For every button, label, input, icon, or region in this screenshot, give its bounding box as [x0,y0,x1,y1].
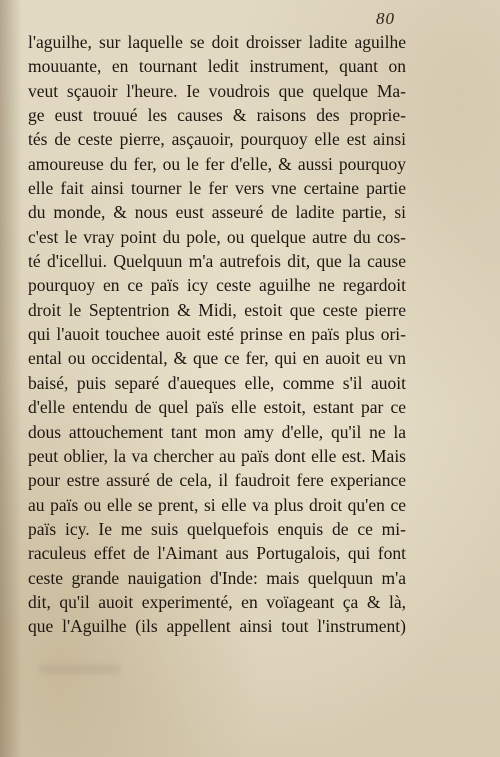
text-line: droit le Septentrion & Midi, estoit que ceste pierre [28,299,406,320]
text-line: ceste grande nauigation d'Inde: mais quelquun m'a [28,567,406,588]
text-line: qui l'auoit touchee auoit esté prinse en païs plus ori- [28,324,406,345]
text-line: veut sçauoir l'heure. Ie voudrois que quelque Ma- [28,80,406,101]
text-line: d'elle entendu de quel païs elle estoit, estant par ce [28,397,406,418]
text-line: dit, qu'il auoit experimenté, en voïageant ça & là, [28,591,406,612]
text-line: pourquoy en ce païs icy ceste aguilhe ne regardoit [28,275,406,296]
text-line: mouuante, en tournant ledit instrument, quant on [28,56,406,77]
text-line: peut oblier, la va chercher au païs dont elle est. Mais [28,445,406,466]
text-line: amoureuse du fer, ou le fer d'elle, & aussi pourquoy [28,153,406,174]
text-line: du monde, & nous eust asseuré de ladite partie, si [28,202,406,223]
text-line: dous attouchement tant mon amy d'elle, qu'il ne la [28,421,406,442]
text-line: té d'icellui. Quelquun m'a autrefois dit, que la cause [28,251,406,272]
text-line: elle fait ainsi tourner le fer vers vne certaine partie [28,178,406,199]
gutter-shadow [0,0,22,757]
text-line: que l'Aguilhe (ils appellent ainsi tout l'instrument) [28,616,406,637]
text-line: c'est le vray point du pole, ou quelque autre du cos- [28,226,406,247]
text-line: pour estre assuré de cela, il faudroit fere experiance [28,470,406,491]
text-line: raculeus effet de l'Aimant aus Portugalois, qui font [28,543,406,564]
text-line: païs icy. Ie me suis quelquefois enquis de ce mi- [28,518,406,539]
text-line: tés de ceste pierre, asçauoir, pourquoy elle est ainsi [28,129,406,150]
text-line: ental ou occidental, & que ce fer, qui en auoit eu vn [28,348,406,369]
text-line: au païs ou elle se prent, si elle va plus droit qu'en ce [28,494,406,515]
text-line: ge eust trouué les causes & raisons des proprie- [28,105,406,126]
ink-show-through [40,664,120,674]
body-text [28,30,406,639]
page-number: 80 [376,9,395,28]
text-line: baisé, puis separé d'aueques elle, comme s'il auoit [28,372,406,393]
text-line: l'aguilhe, sur laquelle se doit droisser ladite aguilhe [28,32,406,52]
